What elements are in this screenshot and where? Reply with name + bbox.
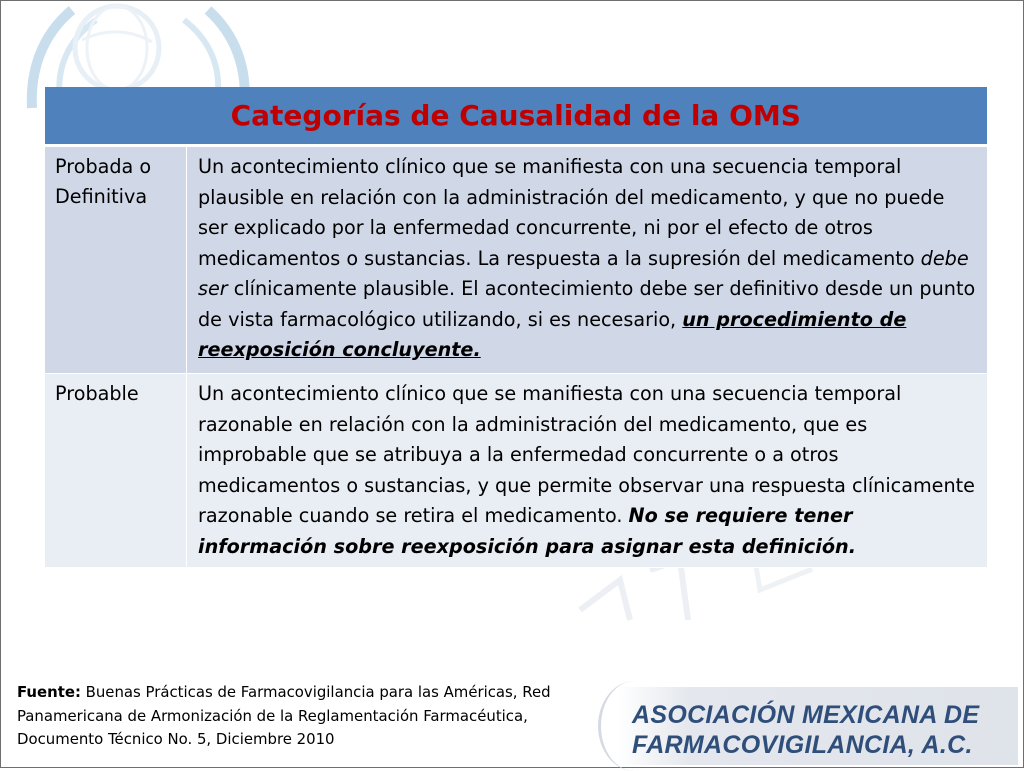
- table-row: [45, 146, 988, 374]
- description-text: clínicamente plausible. El acontecimiento debe ser definitivo desde un punto de vista farmacológico utilizando, si es necesario,: [198, 277, 976, 331]
- organization-logo: [618, 687, 1018, 765]
- table-row: [45, 374, 988, 568]
- category-cell: Probada o Definitiva: [45, 146, 187, 374]
- causality-table: [44, 87, 987, 568]
- source-label: Fuente:: [17, 683, 81, 701]
- logo-line-2: FARMACOVIGILANCIA, A.C.: [632, 731, 973, 759]
- description-text: Un acontecimiento clínico que se manifiesta con una secuencia temporal plausible en relación con la administración del medicamento, y que no puede ser explicado por la enfermedad concurrente, ni por el efecto de otros medicamentos o sustancias. La respuesta a la supresión del medicamento: [198, 155, 945, 270]
- description-emphasis: No se requiere tener información sobre reexposición para asignar esta definición.: [198, 504, 856, 558]
- description-italic: debe ser: [198, 246, 969, 300]
- description-text: Un acontecimiento clínico que se manifiesta con una secuencia temporal razonable en relación con la administración del medicamento, que es improbable que se atribuya a la enfermedad concurrente o a otros medicamentos o sustancias, y que permite observar una respuesta clínicamente razonable cuando se retira el medicamento.: [198, 382, 975, 527]
- category-cell: Probable: [45, 374, 187, 568]
- description-cell: [187, 374, 988, 568]
- source-text: Buenas Prácticas de Farmacovigilancia para las Américas, Red Panamericana de Armonización de la Reglamentación Farmacéutica, Documento Técnico No. 5, Diciembre 2010: [17, 683, 551, 748]
- table-title: Categorías de Causalidad de la OMS: [45, 87, 988, 146]
- description-cell: [187, 146, 988, 374]
- description-emphasis: un procedimiento de reexposición concluyente.: [198, 307, 907, 361]
- logo-line-1: ASOCIACIÓN MEXICANA DE: [632, 701, 980, 729]
- source-note: [17, 681, 607, 752]
